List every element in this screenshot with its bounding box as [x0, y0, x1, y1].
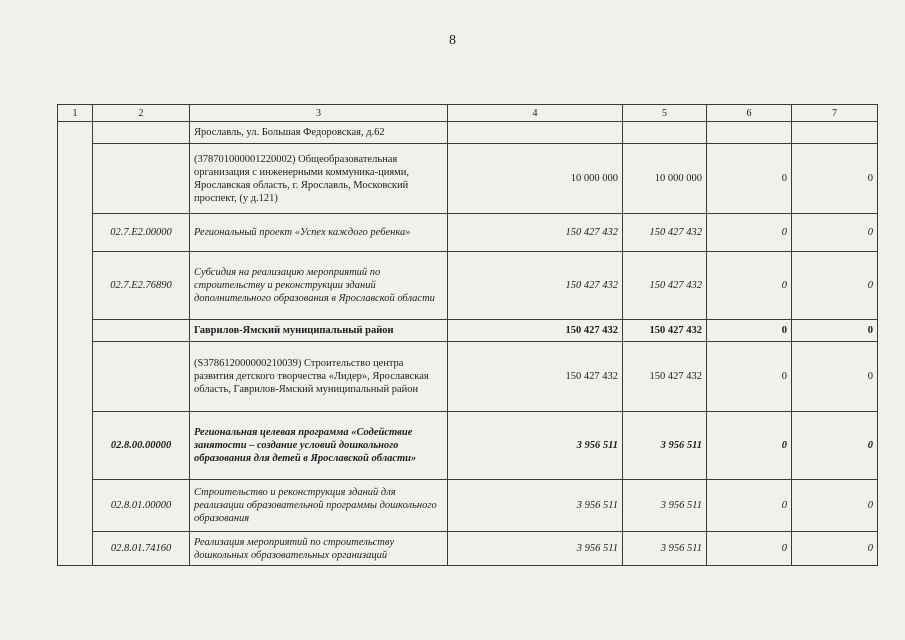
value-cell	[448, 122, 623, 144]
value-cell: 0	[792, 480, 878, 532]
value-cell: 150 427 432	[623, 214, 707, 252]
value-cell: 150 427 432	[448, 214, 623, 252]
header-cell: 7	[792, 105, 878, 122]
value-cell	[792, 122, 878, 144]
name-cell: Субсидия на реализацию мероприятий по строительству и реконструкции зданий дополнительного образования в Ярославской области	[190, 252, 448, 320]
name-cell: Реализация мероприятий по строительству дошкольных образовательных организаций	[190, 532, 448, 566]
page-number: 8	[449, 33, 456, 48]
value-cell: 0	[792, 532, 878, 566]
value-cell: 0	[707, 412, 792, 480]
value-cell: 150 427 432	[448, 342, 623, 412]
name-cell: Региональный проект «Успех каждого ребенка»	[190, 214, 448, 252]
value-cell: 150 427 432	[623, 342, 707, 412]
name-cell: (378701000001220002) Общеобразовательная организация с инженерными коммуника-циями, Ярославская область, г. Ярославль, Московский проспект, (у д.121)	[190, 144, 448, 214]
value-cell: 0	[792, 252, 878, 320]
code-cell: 02.8.01.00000	[93, 480, 190, 532]
code-cell	[93, 122, 190, 144]
name-cell: Ярославль, ул. Большая Федоровская, д.62	[190, 122, 448, 144]
header-cell: 5	[623, 105, 707, 122]
value-cell: 0	[707, 320, 792, 342]
value-cell: 0	[792, 342, 878, 412]
name-cell: Строительство и реконструкция зданий для реализации образовательной программы дошкольного образования	[190, 480, 448, 532]
header-cell: 6	[707, 105, 792, 122]
code-cell: 02.8.00.00000	[93, 412, 190, 480]
value-cell: 3 956 511	[448, 480, 623, 532]
table-row	[58, 532, 878, 566]
value-cell: 3 956 511	[623, 480, 707, 532]
name-cell: Региональная целевая программа «Содействие занятости – создание условий дошкольного образования для детей в Ярославской области»	[190, 412, 448, 480]
value-cell: 10 000 000	[448, 144, 623, 214]
table-row	[58, 122, 878, 144]
header-cell: 1	[58, 105, 93, 122]
name-cell: (S378612000000210039) Строительство центра развития детского творчества «Лидер», Ярославская область, Гаврилов-Ямский муниципальный район	[190, 342, 448, 412]
header-cell: 3	[190, 105, 448, 122]
value-cell: 150 427 432	[448, 320, 623, 342]
value-cell: 150 427 432	[448, 252, 623, 320]
value-cell: 0	[707, 532, 792, 566]
value-cell: 3 956 511	[448, 532, 623, 566]
code-cell: 02.7.E2.00000	[93, 214, 190, 252]
table-row	[58, 320, 878, 342]
table-row	[58, 144, 878, 214]
budget-table	[57, 104, 878, 566]
header-cell: 4	[448, 105, 623, 122]
value-cell: 150 427 432	[623, 320, 707, 342]
value-cell: 3 956 511	[623, 412, 707, 480]
row-number-cell	[58, 122, 93, 566]
value-cell: 0	[792, 144, 878, 214]
value-cell: 0	[792, 214, 878, 252]
table-row	[58, 252, 878, 320]
header-row	[58, 105, 878, 122]
code-cell	[93, 144, 190, 214]
value-cell: 0	[707, 214, 792, 252]
value-cell: 150 427 432	[623, 252, 707, 320]
value-cell	[623, 122, 707, 144]
table-row	[58, 412, 878, 480]
table-row	[58, 480, 878, 532]
value-cell: 0	[707, 480, 792, 532]
table-row	[58, 214, 878, 252]
value-cell: 0	[792, 320, 878, 342]
code-cell: 02.8.01.74160	[93, 532, 190, 566]
code-cell	[93, 320, 190, 342]
value-cell: 0	[707, 252, 792, 320]
code-cell	[93, 342, 190, 412]
value-cell: 3 956 511	[448, 412, 623, 480]
value-cell: 10 000 000	[623, 144, 707, 214]
code-cell: 02.7.E2.76890	[93, 252, 190, 320]
table-row	[58, 342, 878, 412]
header-cell: 2	[93, 105, 190, 122]
value-cell: 0	[707, 342, 792, 412]
value-cell: 0	[792, 412, 878, 480]
name-cell: Гаврилов-Ямский муниципальный район	[190, 320, 448, 342]
value-cell: 0	[707, 144, 792, 214]
value-cell: 3 956 511	[623, 532, 707, 566]
value-cell	[707, 122, 792, 144]
